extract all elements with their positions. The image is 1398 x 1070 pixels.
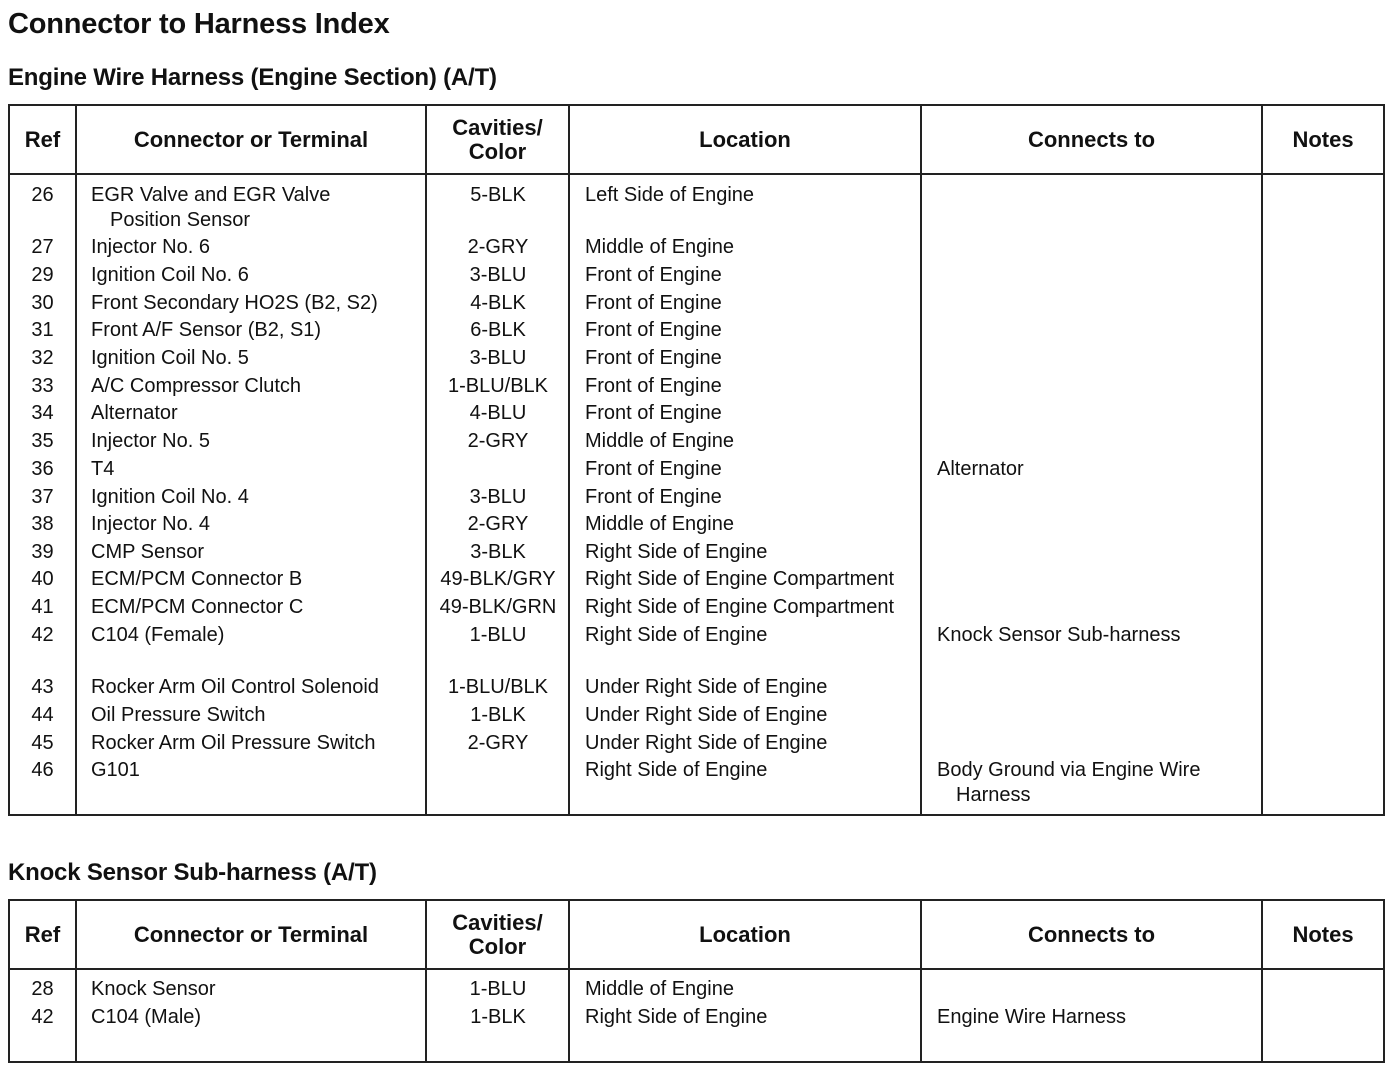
header-connects-to: Connects to	[1027, 921, 1156, 947]
cavities-color-cell-text: 4-BLK	[470, 292, 526, 314]
cavities-color-cell-text: 49-BLK/GRY	[440, 568, 556, 590]
ref-cell-text: 41	[31, 596, 54, 618]
connector-cell	[91, 235, 431, 260]
location-cell-text: Front of Engine	[585, 292, 722, 314]
connector-cell-text: Rocker Arm Oil Control Solenoid	[91, 676, 379, 698]
cavities-color-cell	[427, 567, 569, 592]
location-cell	[585, 977, 930, 1002]
connects-to-cell	[937, 758, 1267, 808]
connector-cell-text: C104 (Male)	[91, 1006, 202, 1028]
ref-cell-text: 44	[31, 704, 54, 726]
location-cell	[585, 401, 930, 426]
ref-cell	[10, 183, 75, 208]
ref-cell	[10, 703, 75, 728]
cavities-color-cell-text: 49-BLK/GRN	[439, 596, 557, 618]
location-cell-text: Under Right Side of Engine	[585, 704, 828, 726]
location-cell-text: Right Side of Engine	[585, 541, 768, 563]
connector-cell	[91, 401, 431, 426]
ref-cell	[10, 512, 75, 537]
connector-cell	[91, 291, 431, 316]
connector-cell-text: Alternator	[91, 402, 178, 424]
ref-cell-text: 39	[31, 541, 54, 563]
location-cell-text: Front of Engine	[585, 375, 722, 397]
connector-cell-text: Knock Sensor	[91, 978, 216, 1000]
connector-cell-text: Front Secondary HO2S (B2, S2)	[91, 292, 378, 314]
cavities-color-cell-text: 3-BLU	[469, 347, 527, 369]
location-cell	[585, 1005, 930, 1030]
connector-cell-text: C104 (Female)	[91, 624, 225, 646]
cavities-color-cell-text: 3-BLK	[470, 541, 526, 563]
ref-cell-text: 42	[31, 624, 54, 646]
connector-cell	[91, 540, 431, 565]
location-cell	[585, 318, 930, 343]
connector-cell-text: Injector No. 4	[91, 513, 210, 535]
connector-cell-text: Oil Pressure Switch	[91, 704, 266, 726]
header-notes: Notes	[1292, 921, 1354, 947]
connector-cell-text: EGR Valve and EGR Valve	[91, 184, 331, 206]
connector-cell	[91, 457, 431, 482]
header-cavities-line2: Color	[468, 933, 527, 959]
connector-cell	[91, 429, 431, 454]
location-cell-text: Middle of Engine	[585, 978, 734, 1000]
ref-cell	[10, 318, 75, 343]
ref-cell	[10, 758, 75, 783]
cavities-color-cell	[427, 183, 569, 208]
ref-cell	[10, 374, 75, 399]
cavities-color-cell-text: 1-BLU/BLK	[447, 676, 549, 698]
connector-cell	[91, 346, 431, 371]
ref-cell	[10, 235, 75, 260]
ref-cell-text: 30	[31, 292, 54, 314]
location-cell-text: Under Right Side of Engine	[585, 676, 828, 698]
location-cell-text: Right Side of Engine	[585, 1006, 768, 1028]
cavities-color-cell	[427, 540, 569, 565]
connects-to-cell-text: Knock Sensor Sub-harness	[937, 624, 1181, 646]
cavities-color-cell	[427, 291, 569, 316]
header-ref: Ref	[24, 126, 61, 152]
ref-cell-text: 34	[31, 402, 54, 424]
cavities-color-cell-text: 1-BLU	[469, 978, 527, 1000]
connector-cell	[91, 731, 431, 756]
connector-cell	[91, 485, 431, 510]
header-connector: Connector or Terminal	[133, 921, 369, 947]
ref-cell	[10, 623, 75, 648]
cavities-color-cell	[427, 675, 569, 700]
ref-cell	[10, 429, 75, 454]
connector-cell	[91, 675, 431, 700]
location-cell	[585, 374, 930, 399]
connector-cell-text: G101	[91, 759, 140, 781]
connector-cell-text: T4	[91, 458, 115, 480]
cavities-color-cell	[427, 512, 569, 537]
connector-cell-text: Injector No. 6	[91, 236, 210, 258]
connects-to-cell-continuation: Harness	[956, 784, 1031, 806]
connector-cell-text: CMP Sensor	[91, 541, 205, 563]
connector-cell	[91, 183, 431, 233]
location-cell	[585, 235, 930, 260]
ref-cell-text: 36	[31, 458, 54, 480]
connects-to-cell	[937, 623, 1267, 648]
cavities-color-cell-text: 3-BLU	[469, 264, 527, 286]
connects-to-cell-text: Alternator	[937, 458, 1024, 480]
ref-cell-text: 31	[31, 319, 54, 341]
cavities-color-cell-text: 5-BLK	[470, 184, 526, 206]
connects-to-cell	[937, 1005, 1267, 1030]
cavities-color-cell-text: 3-BLU	[469, 486, 527, 508]
connector-cell	[91, 758, 431, 783]
cavities-color-cell-text: 2-GRY	[467, 236, 529, 258]
connects-to-cell-text: Engine Wire Harness	[937, 1006, 1126, 1028]
connector-cell-text: Injector No. 5	[91, 430, 210, 452]
ref-cell-text: 26	[31, 184, 54, 206]
location-cell	[585, 675, 930, 700]
location-cell	[585, 263, 930, 288]
cavities-color-cell-text: 6-BLK	[470, 319, 526, 341]
connector-cell	[91, 263, 431, 288]
ref-cell	[10, 291, 75, 316]
cavities-color-cell-text: 2-GRY	[467, 430, 529, 452]
ref-cell-text: 27	[31, 236, 54, 258]
ref-cell-text: 46	[31, 759, 54, 781]
location-cell-text: Front of Engine	[585, 402, 722, 424]
ref-cell-text: 37	[31, 486, 54, 508]
cavities-color-cell	[427, 318, 569, 343]
connector-cell-text: Ignition Coil No. 4	[91, 486, 249, 508]
ref-cell	[10, 1005, 75, 1030]
ref-cell	[10, 977, 75, 1002]
connector-cell	[91, 512, 431, 537]
header-cavities	[427, 106, 568, 173]
header-cavities-line2: Color	[468, 138, 527, 164]
ref-cell	[10, 675, 75, 700]
ref-cell-text: 28	[31, 978, 54, 1000]
ref-cell	[10, 540, 75, 565]
ref-cell-text: 35	[31, 430, 54, 452]
section-title-engine-wire-harness: Engine Wire Harness (Engine Section) (A/T)	[8, 64, 497, 91]
location-cell	[585, 512, 930, 537]
cavities-color-cell	[427, 703, 569, 728]
connector-cell-text: Ignition Coil No. 6	[91, 264, 249, 286]
connector-cell-text: ECM/PCM Connector B	[91, 568, 303, 590]
header-location: Location	[699, 126, 791, 152]
ref-cell	[10, 346, 75, 371]
location-cell-text: Right Side of Engine	[585, 624, 768, 646]
cavities-color-cell	[427, 374, 569, 399]
header-connector: Connector or Terminal	[133, 126, 369, 152]
header-cavities-line1: Cavities/	[452, 114, 543, 140]
connects-to-cell	[937, 457, 1267, 482]
cavities-color-cell	[427, 235, 569, 260]
location-cell-text: Front of Engine	[585, 486, 722, 508]
cavities-color-cell	[427, 263, 569, 288]
knock-sensor-sub-harness-table	[8, 899, 1385, 1063]
connector-cell-text: A/C Compressor Clutch	[91, 375, 302, 397]
connector-cell	[91, 595, 431, 620]
location-cell	[585, 485, 930, 510]
location-cell	[585, 731, 930, 756]
connector-cell-text: Front A/F Sensor (B2, S1)	[91, 319, 322, 341]
ref-cell	[10, 457, 75, 482]
ref-cell	[10, 401, 75, 426]
cavities-color-cell	[427, 346, 569, 371]
ref-cell	[10, 567, 75, 592]
ref-cell	[10, 595, 75, 620]
ref-cell-text: 45	[31, 732, 54, 754]
ref-cell-text: 32	[31, 347, 54, 369]
ref-cell-text: 40	[31, 568, 54, 590]
cavities-color-cell-text: 4-BLU	[469, 402, 527, 424]
cavities-color-cell	[427, 595, 569, 620]
connector-cell	[91, 374, 431, 399]
ref-cell	[10, 263, 75, 288]
cavities-color-cell	[427, 401, 569, 426]
location-cell-text: Front of Engine	[585, 264, 722, 286]
header-ref: Ref	[24, 921, 61, 947]
connector-cell	[91, 703, 431, 728]
location-cell	[585, 183, 930, 208]
location-cell-text: Left Side of Engine	[585, 184, 755, 206]
connector-cell	[91, 1005, 431, 1030]
header-notes: Notes	[1292, 126, 1354, 152]
location-cell-text: Middle of Engine	[585, 430, 734, 452]
cavities-color-cell-text: 1-BLU	[469, 624, 527, 646]
ref-cell-text: 43	[31, 676, 54, 698]
location-cell	[585, 623, 930, 648]
connects-to-cell-text: Body Ground via Engine Wire	[937, 759, 1201, 781]
location-cell-text: Middle of Engine	[585, 236, 734, 258]
location-cell	[585, 540, 930, 565]
ref-cell-text: 33	[31, 375, 54, 397]
connector-cell-text: Ignition Coil No. 5	[91, 347, 249, 369]
location-cell	[585, 567, 930, 592]
header-cavities	[427, 901, 568, 968]
location-cell-text: Front of Engine	[585, 458, 722, 480]
section-title-knock-sensor-sub-harness: Knock Sensor Sub-harness (A/T)	[8, 859, 377, 886]
connector-cell	[91, 623, 431, 648]
ref-cell-text: 38	[31, 513, 54, 535]
cavities-color-cell	[427, 1005, 569, 1030]
location-cell-text: Right Side of Engine Compartment	[585, 568, 895, 590]
connector-cell-continuation: Position Sensor	[110, 209, 251, 231]
location-cell	[585, 595, 930, 620]
connector-cell	[91, 567, 431, 592]
location-cell-text: Under Right Side of Engine	[585, 732, 828, 754]
location-cell-text: Middle of Engine	[585, 513, 734, 535]
cavities-color-cell-text: 2-GRY	[467, 732, 529, 754]
location-cell	[585, 291, 930, 316]
location-cell	[585, 457, 930, 482]
cavities-color-cell-text: 1-BLU/BLK	[447, 375, 549, 397]
page-title: Connector to Harness Index	[8, 8, 390, 40]
location-cell-text: Right Side of Engine	[585, 759, 768, 781]
cavities-color-cell-text: 2-GRY	[467, 513, 529, 535]
connector-cell-text: ECM/PCM Connector C	[91, 596, 304, 618]
cavities-color-cell	[427, 623, 569, 648]
connector-cell	[91, 318, 431, 343]
location-cell	[585, 429, 930, 454]
connector-cell-text: Rocker Arm Oil Pressure Switch	[91, 732, 376, 754]
header-cavities-line1: Cavities/	[452, 909, 543, 935]
ref-cell	[10, 731, 75, 756]
ref-cell-text: 42	[31, 1006, 54, 1028]
engine-wire-harness-table	[8, 104, 1385, 816]
ref-cell-text: 29	[31, 264, 54, 286]
location-cell-text: Front of Engine	[585, 319, 722, 341]
header-location: Location	[699, 921, 791, 947]
location-cell	[585, 346, 930, 371]
cavities-color-cell	[427, 731, 569, 756]
location-cell-text: Right Side of Engine Compartment	[585, 596, 895, 618]
connector-cell	[91, 977, 431, 1002]
header-connects-to: Connects to	[1027, 126, 1156, 152]
location-cell	[585, 703, 930, 728]
cavities-color-cell	[427, 429, 569, 454]
ref-cell	[10, 485, 75, 510]
cavities-color-cell-text: 1-BLK	[470, 704, 526, 726]
cavities-color-cell	[427, 977, 569, 1002]
location-cell	[585, 758, 930, 783]
cavities-color-cell-text: 1-BLK	[470, 1006, 526, 1028]
location-cell-text: Front of Engine	[585, 347, 722, 369]
cavities-color-cell	[427, 485, 569, 510]
